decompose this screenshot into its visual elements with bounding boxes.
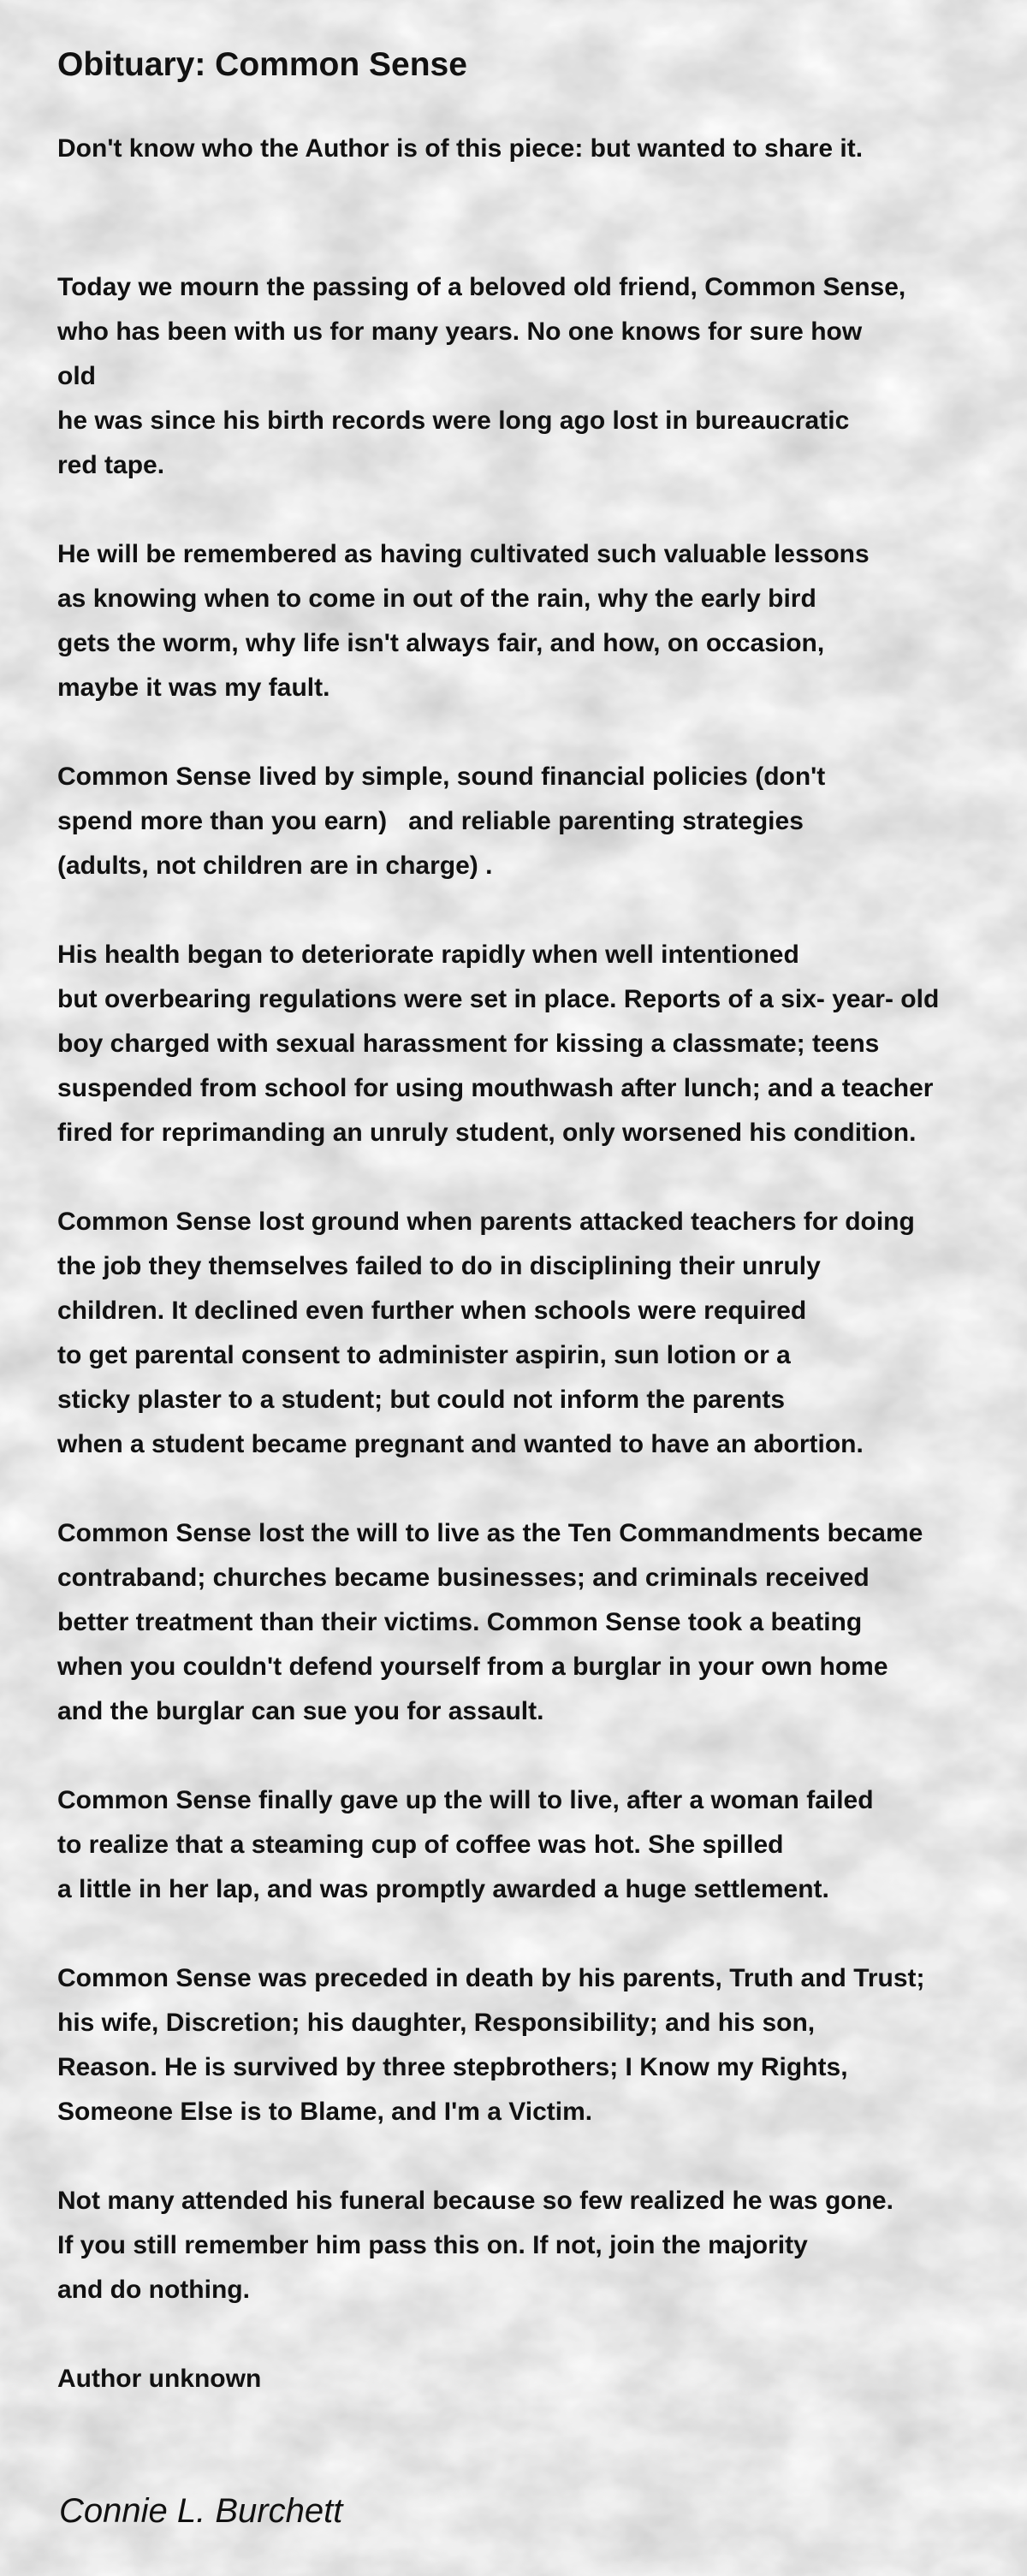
- poem-line: a little in her lap, and was promptly awarded a huge settlement.: [57, 1875, 829, 1903]
- poem-intro: Don't know who the Author is of this piece: but wanted to share it.: [57, 134, 864, 163]
- poem-line: as knowing when to come in out of the rain, why the early bird: [57, 585, 816, 613]
- poem-line: the job they themselves failed to do in disciplining their unruly: [57, 1252, 821, 1280]
- poem-line: maybe it was my fault.: [57, 674, 330, 702]
- poem-line: his wife, Discretion; his daughter, Responsibility; and his son,: [57, 2009, 816, 2037]
- poem-body: [57, 265, 939, 2401]
- stanza-break: [57, 1155, 939, 1200]
- poem-line: and the burglar can sue you for assault.: [57, 1697, 544, 1725]
- poem-line: Common Sense lost ground when parents attacked teachers for doing: [57, 1208, 915, 1236]
- poem-line: Today we mourn the passing of a beloved old friend, Common Sense,: [57, 273, 906, 301]
- poem-line: sticky plaster to a student; but could not inform the parents: [57, 1386, 786, 1414]
- poem-line: If you still remember him pass this on. If not, join the majority: [57, 2231, 808, 2259]
- poem-line: Reason. He is survived by three stepbrothers; I Know my Rights,: [57, 2053, 848, 2081]
- poem-line: He will be remembered as having cultivated such valuable lessons: [57, 540, 870, 568]
- stanza-break: [57, 1467, 939, 1511]
- poem-line: Common Sense lived by simple, sound financial policies (don't: [57, 763, 826, 791]
- poem-line: but overbearing regulations were set in place. Reports of a six- year- old: [57, 985, 940, 1013]
- poem-line: old: [57, 362, 96, 390]
- poem-line: Common Sense was preceded in death by his parents, Truth and Trust;: [57, 1964, 925, 1992]
- stanza-break: [57, 888, 939, 933]
- poem-line: Not many attended his funeral because so few realized he was gone.: [57, 2187, 893, 2215]
- poem-line: Common Sense finally gave up the will to live, after a woman failed: [57, 1786, 874, 1814]
- stanza-break: [57, 1734, 939, 1778]
- poem-author: Connie L. Burchett: [59, 2492, 343, 2530]
- poem-line: Author unknown: [57, 2365, 262, 2393]
- poem-line: to get parental consent to administer aspirin, sun lotion or a: [57, 1341, 791, 1369]
- poem-line: boy charged with sexual harassment for kissing a classmate; teens: [57, 1030, 880, 1058]
- stanza-break: [57, 488, 939, 532]
- stanza-break: [57, 2134, 939, 2179]
- stanza-break: [57, 1912, 939, 1956]
- poem-line: to realize that a steaming cup of coffee was hot. She spilled: [57, 1831, 784, 1859]
- poem-line: and do nothing.: [57, 2276, 250, 2304]
- poem-line: better treatment than their victims. Common Sense took a beating: [57, 1608, 863, 1636]
- poem-line: fired for reprimanding an unruly student, only worsened his condition.: [57, 1119, 917, 1147]
- poem-line: suspended from school for using mouthwash after lunch; and a teacher: [57, 1074, 934, 1102]
- poem-line: when a student became pregnant and wanted to have an abortion.: [57, 1430, 864, 1458]
- poem-line: who has been with us for many years. No one knows for sure how: [57, 318, 863, 346]
- poem-title: Obituary: Common Sense: [57, 46, 467, 83]
- poem-line: His health began to deteriorate rapidly when well intentioned: [57, 941, 799, 969]
- poem-line: Someone Else is to Blame, and I'm a Victim.: [57, 2098, 593, 2126]
- poem-line: children. It declined even further when schools were required: [57, 1297, 807, 1325]
- poem-line: Common Sense lost the will to live as the Ten Commandments became: [57, 1519, 923, 1547]
- poem-line: contraband; churches became businesses; and criminals received: [57, 1564, 870, 1592]
- stanza-break: [57, 710, 939, 755]
- poem-line: he was since his birth records were long ago lost in bureaucratic: [57, 407, 850, 435]
- poem-line: gets the worm, why life isn't always fair, and how, on occasion,: [57, 629, 825, 657]
- stanza-break: [57, 2312, 939, 2357]
- poem-line: when you couldn't defend yourself from a burglar in your own home: [57, 1653, 888, 1681]
- poem-line: spend more than you earn) and reliable parenting strategies: [57, 807, 804, 835]
- poem-line: (adults, not children are in charge) .: [57, 852, 493, 880]
- poem-line: red tape.: [57, 451, 165, 479]
